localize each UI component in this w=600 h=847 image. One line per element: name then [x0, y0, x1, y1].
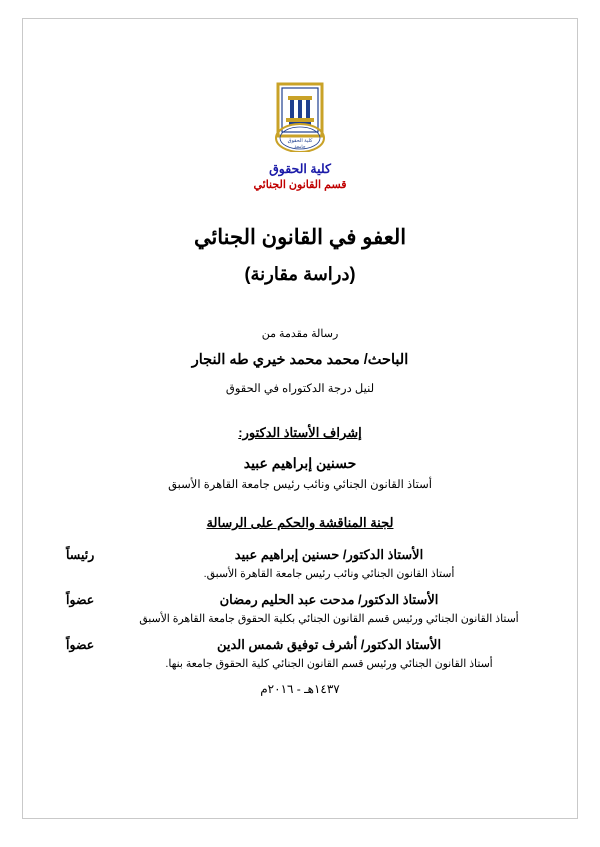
committee-list: [66, 547, 534, 670]
committee-member: [66, 637, 534, 670]
header-block: [66, 80, 534, 191]
svg-text:كلية الحقوق: كلية الحقوق: [287, 138, 313, 144]
committee-member-name: الأستاذ الدكتور/ أشرف توفيق شمس الدين: [216, 637, 442, 652]
committee-member-row: [66, 592, 534, 608]
committee-member-name: الأستاذ الدكتور/ حسنين إبراهيم عبيد: [234, 547, 424, 562]
date-line: ١٤٣٧هـ - ٢٠١٦م: [260, 682, 340, 696]
committee-member-role: عضواً: [66, 593, 95, 607]
committee-heading: لجنة المناقشة والحكم على الرسالة: [206, 515, 394, 530]
thesis-title: العفو في القانون الجنائي: [193, 226, 407, 249]
committee-member-description: أستاذ القانون الجنائي ورئيس قسم القانون الجنائي بكلية الحقوق جامعة القاهرة الأسبق: [139, 613, 519, 625]
researcher-line: [66, 352, 534, 368]
committee-member: [66, 592, 534, 625]
faculty-name: كلية الحقوق: [269, 162, 331, 176]
supervisor-title: أستاذ القانون الجنائي ونائب رئيس جامعة القاهرة الأسبق: [168, 479, 432, 491]
researcher-name: محمد محمد خيري طه النجار: [191, 352, 360, 368]
committee-member-description: أستاذ القانون الجنائي ونائب رئيس جامعة القاهرة الأسبق.: [203, 568, 455, 580]
committee-member-role: رئيساً: [66, 548, 95, 562]
committee-member: [66, 547, 534, 580]
university-emblem-icon: [269, 80, 331, 152]
committee-member-name: الأستاذ الدكتور/ مدحت عبد الحليم رمضان: [219, 592, 439, 607]
supervision-heading: إشراف الأستاذ الدكتور:: [238, 425, 362, 440]
committee-member-description: أستاذ القانون الجنائي ورئيس قسم القانون الجنائي كلية الحقوق جامعة بنها.: [165, 658, 493, 670]
supervisor-name: حسنين إبراهيم عبيد: [243, 455, 357, 471]
page-content: [22, 18, 578, 819]
committee-member-row: [66, 547, 534, 563]
degree-line: لنيل درجة الدكتوراه في الحقوق: [225, 383, 375, 395]
department-name: قسم القانون الجنائي: [253, 179, 347, 191]
submitted-by-label: رسالة مقدمة من: [261, 328, 339, 340]
committee-member-row: [66, 637, 534, 653]
researcher-prefix: الباحث/: [363, 352, 409, 368]
thesis-subtitle: (دراسة مقارنة): [244, 264, 356, 284]
committee-member-role: عضواً: [66, 638, 95, 652]
svg-text:جامعة: جامعة: [294, 144, 306, 149]
